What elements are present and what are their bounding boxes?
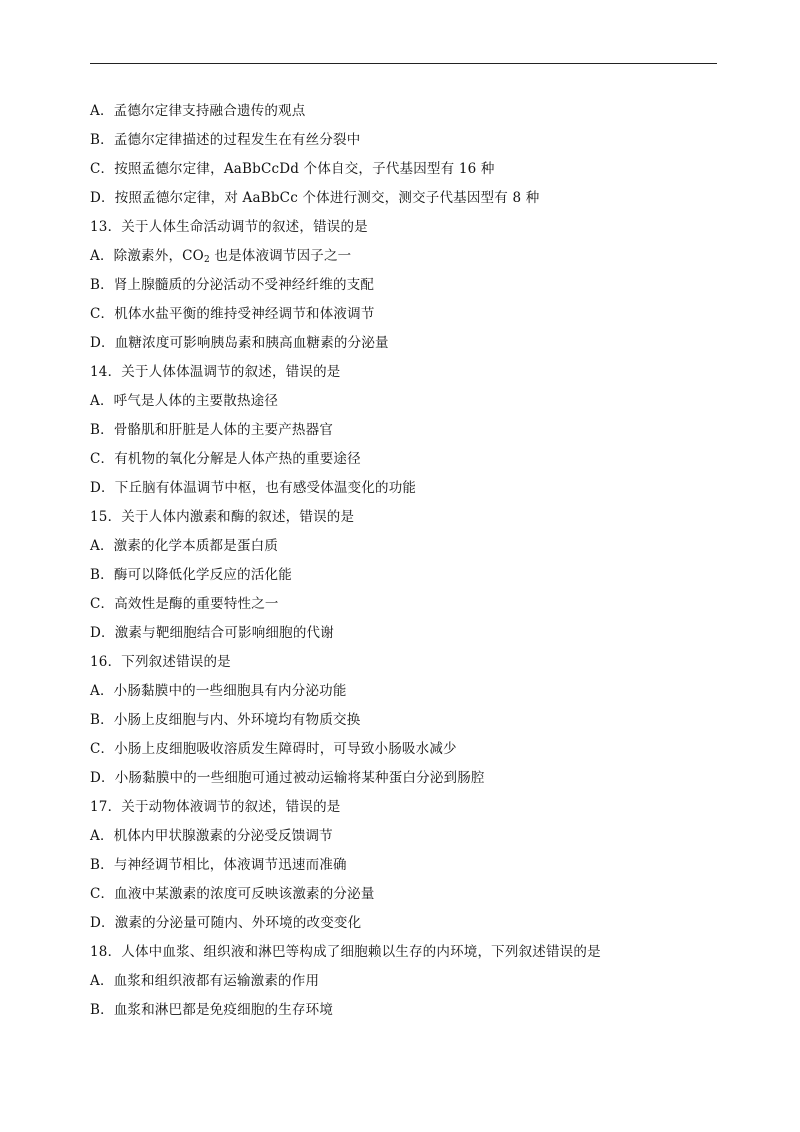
text-line: B．血浆和淋巴都是免疫细胞的生存环境 — [90, 1002, 334, 1018]
text-line: C．小肠上皮细胞吸收溶质发生障碍时，可导致小肠吸水减少 — [90, 741, 457, 757]
text-line: A．小肠黏膜中的一些细胞具有内分泌功能 — [90, 683, 347, 699]
subscript: 2 — [203, 255, 210, 265]
text-line: A．呼气是人体的主要散热途径 — [90, 393, 279, 409]
text-line: D．激素的分泌量可随内、外环境的改变变化 — [90, 915, 362, 931]
text-line: D．血糖浓度可影响胰岛素和胰高血糖素的分泌量 — [90, 335, 389, 351]
text-line: D．激素与靶细胞结合可影响细胞的代谢 — [90, 625, 334, 641]
question-stem: 17．关于动物体液调节的叙述，错误的是 — [90, 799, 341, 815]
question-stem: 16．下列叙述错误的是 — [90, 654, 231, 670]
text-line: B．孟德尔定律描述的过程发生在有丝分裂中 — [90, 132, 361, 148]
text-line: B．酶可以降低化学反应的活化能 — [90, 567, 292, 583]
header-rule — [90, 63, 717, 64]
text-line: D．小肠黏膜中的一些细胞可通过被动运输将某种蛋白分泌到肠腔 — [90, 770, 485, 786]
text-line: C．机体水盐平衡的维持受神经调节和体液调节 — [90, 306, 375, 322]
text-line: A．机体内甲状腺激素的分泌受反馈调节 — [90, 828, 333, 844]
text-line: D．按照孟德尔定律，对 AaBbCc 个体进行测交，测交子代基因型有 8 种 — [90, 190, 540, 206]
text-line: D．下丘脑有体温调节中枢，也有感受体温变化的功能 — [90, 480, 417, 496]
text-segment: 也是体液调节因子之一 — [209, 248, 352, 264]
text-line: C．血液中某激素的浓度可反映该激素的分泌量 — [90, 886, 375, 902]
text-line: B．骨骼肌和肝脏是人体的主要产热器官 — [90, 422, 334, 438]
text-line: A．激素的化学本质都是蛋白质 — [90, 538, 279, 554]
document-body — [90, 101, 730, 1029]
text-line: A．孟德尔定律支持融合遗传的观点 — [90, 103, 306, 119]
question-stem: 14．关于人体体温调节的叙述，错误的是 — [90, 364, 341, 380]
text-line: C．高效性是酶的重要特性之一 — [90, 596, 279, 612]
text-line: A．血浆和组织液都有运输激素的作用 — [90, 973, 320, 989]
question-stem: 15．关于人体内激素和酶的叙述，错误的是 — [90, 509, 355, 525]
text-segment: A．除激素外，CO — [90, 248, 204, 264]
question-stem: 13．关于人体生命活动调节的叙述，错误的是 — [90, 219, 368, 235]
text-line: B．与神经调节相比，体液调节迅速而准确 — [90, 857, 347, 873]
text-line: C．按照孟德尔定律，AaBbCcDd 个体自交，子代基因型有 16 种 — [90, 161, 495, 177]
text-line: C．有机物的氧化分解是人体产热的重要途径 — [90, 451, 361, 467]
question-stem: 18．人体中血浆、组织液和淋巴等构成了细胞赖以生存的内环境，下列叙述错误的是 — [90, 944, 601, 960]
text-line — [90, 246, 730, 275]
text-line: B．肾上腺髓质的分泌活动不受神经纤维的支配 — [90, 277, 375, 293]
text-line: B．小肠上皮细胞与内、外环境均有物质交换 — [90, 712, 361, 728]
